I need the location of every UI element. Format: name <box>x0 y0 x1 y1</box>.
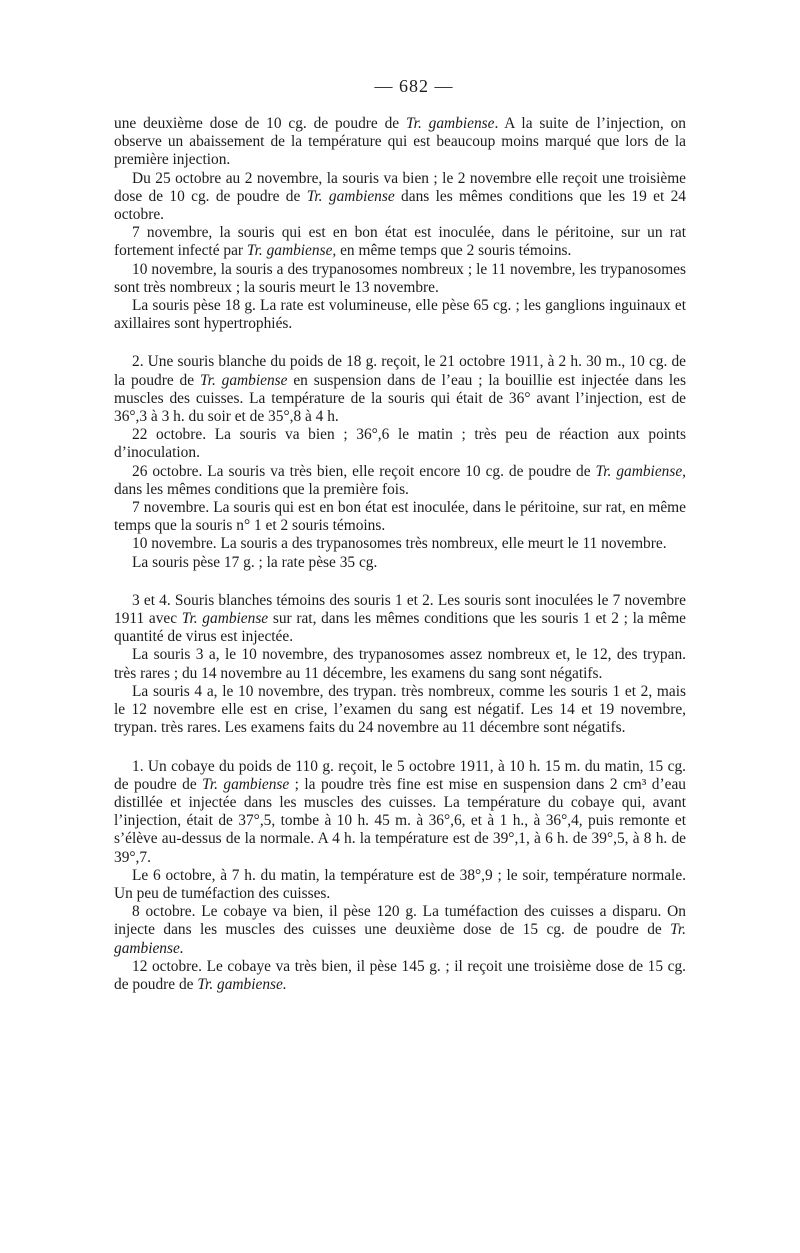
italic-text: Tr. gambiense <box>202 775 290 793</box>
text-run: ; la poudre très fine est mise en suspension dans 2 cm³ d’eau distillée et injectée dans les muscles des cuisses. La température du cobaye qui, avant l’injection, était de 37°,5, tombe à 10 h. 45 m. à 36°,6, et à 1 h., à 36°,4, puis remonte et s’élève au-dessus de la normale. A 4 h. la température est de 39°,1, à 6 h. de 39°,5, à 8 h. de 39°,7. <box>114 775 686 866</box>
paragraph <box>114 426 686 462</box>
text-run: 8 octobre. Le cobaye va bien, il pèse 120 g. La tuméfaction des cuisses a disparu. On injecte dans les muscles des cuisses une deuxième dose de 15 cg. de poudre de <box>114 903 686 939</box>
text-run: La souris pèse 17 g. ; la rate pèse 35 cg. <box>132 553 378 571</box>
paragraph <box>114 903 686 958</box>
paragraph <box>114 224 686 260</box>
text-run: en suspension dans de l’eau ; la bouillie est injectée dans les muscles des cuisses. La température de la souris qui était de 36° avant l’injection, est de 36°,3 à 3 h. du soir et de 35°,8 à 4 h. <box>114 371 687 426</box>
paragraph <box>114 867 686 903</box>
text-run: . A la suite de l’injection, on observe un abaissement de la température qui est beaucoup moins marqué que lors de la première injection. <box>114 115 686 169</box>
italic-text: Tr. gambiense. <box>197 975 287 993</box>
text-run: La souris 3 a, le 10 novembre, des trypanosomes assez nombreux et, le 12, des trypan. très rares ; du 14 novembre au 11 décembre, les examens du sang sont négatifs. <box>114 646 686 682</box>
paragraph <box>114 463 686 499</box>
paragraph <box>114 958 686 994</box>
text-run: 7 novembre, la souris qui est en bon état est inoculée, dans le péritoine, sur un rat fortement infecté par <box>114 224 686 260</box>
italic-text: Tr. gambiense, <box>595 462 687 480</box>
italic-text: Tr. gambiense <box>199 371 288 389</box>
paragraph <box>114 535 686 553</box>
section-mouse-2 <box>114 353 686 571</box>
text-run: 1. Un cobaye du poids de 110 g. reçoit, le 5 octobre 1911, à 10 h. 15 m. du matin, 15 cg. de poudre de <box>114 757 686 793</box>
paragraph <box>114 261 686 297</box>
text-run: 12 octobre. Le cobaye va très bien, il pèse 145 g. ; il reçoit une troisième dose de 15 cg. de poudre de <box>114 957 686 993</box>
text-run: une deuxième dose de 10 cg. de poudre de <box>114 115 406 132</box>
text-run: 7 novembre. La souris qui est en bon état est inoculée, dans le péritoine, sur rat, en même temps que la souris n° 1 et 2 souris témoins. <box>114 499 686 535</box>
text-run: 10 novembre. La souris a des trypanosomes très nombreux, elle meurt le 11 novembre. <box>132 535 667 553</box>
text-run: sur rat, dans les mêmes conditions que les souris 1 et 2 ; la même quantité de virus est injectée. <box>114 610 686 646</box>
text-run: 3 et 4. Souris blanches témoins des souris 1 et 2. Les souris sont inoculées le 7 novembre 1911 avec <box>114 591 686 628</box>
text-run: Le 6 octobre, à 7 h. du matin, la température est de 38°,9 ; le soir, température normale. Un peu de tuméfaction des cuisses. <box>114 866 686 902</box>
section-mouse-1-continued <box>114 115 686 333</box>
section-guinea-pig-1 <box>114 758 686 995</box>
paragraph <box>114 554 686 572</box>
paragraph <box>114 115 686 170</box>
text-run: 22 octobre. La souris va bien ; 36°,6 le matin ; très peu de réaction aux points d’inoculation. <box>114 426 686 462</box>
italic-text: Tr. gambiense <box>405 115 495 132</box>
paragraph <box>114 499 686 535</box>
paragraph <box>114 683 686 738</box>
text-run: Du 25 octobre au 2 novembre, la souris va bien ; le 2 novembre elle reçoit une troisième dose de 10 cg. de poudre de <box>114 169 686 205</box>
text-run: en même temps que 2 souris témoins. <box>336 242 572 260</box>
text-run: dans les mêmes conditions que la première fois. <box>114 480 409 498</box>
paragraph <box>114 297 686 333</box>
text-run: 10 novembre, la souris a des trypanosomes nombreux ; le 11 novembre, les trypanosomes sont très nombreux ; la souris meurt le 13 novembre. <box>114 260 686 296</box>
page-number: — 682 — <box>374 76 454 96</box>
paragraph <box>114 646 686 682</box>
text-run: 2. Une souris blanche du poids de 18 g. reçoit, le 21 octobre 1911, à 2 h. 30 m., 10 cg. de la poudre de <box>114 353 686 389</box>
text-run: dans les mêmes conditions que les 19 et 24 octobre. <box>114 187 686 224</box>
italic-text: Tr. gambiense, <box>246 242 337 260</box>
paragraph <box>114 758 686 867</box>
italic-text: Tr. gambiense <box>306 187 395 205</box>
italic-text: Tr. gambiense. <box>114 921 686 957</box>
text-run: 26 octobre. La souris va très bien, elle reçoit encore 10 cg. de poudre de <box>132 462 596 480</box>
paragraph <box>114 170 686 225</box>
text-run: La souris pèse 18 g. La rate est volumineuse, elle pèse 65 cg. ; les ganglions inguinaux et axillaires sont hypertrophiés. <box>114 297 686 333</box>
section-mice-3-4 <box>114 592 686 738</box>
italic-text: Tr. gambiense <box>181 610 269 628</box>
paragraph <box>114 353 686 426</box>
text-run: La souris 4 a, le 10 novembre, des trypan. très nombreux, comme les souris 1 et 2, mais le 12 novembre elle est en crise, l’examen du sang est négatif. Les 14 et 19 novembre, trypan. très rares. Les examens faits du 24 novembre au 11 décembre sont négatifs. <box>114 682 686 737</box>
paragraph <box>114 592 686 647</box>
